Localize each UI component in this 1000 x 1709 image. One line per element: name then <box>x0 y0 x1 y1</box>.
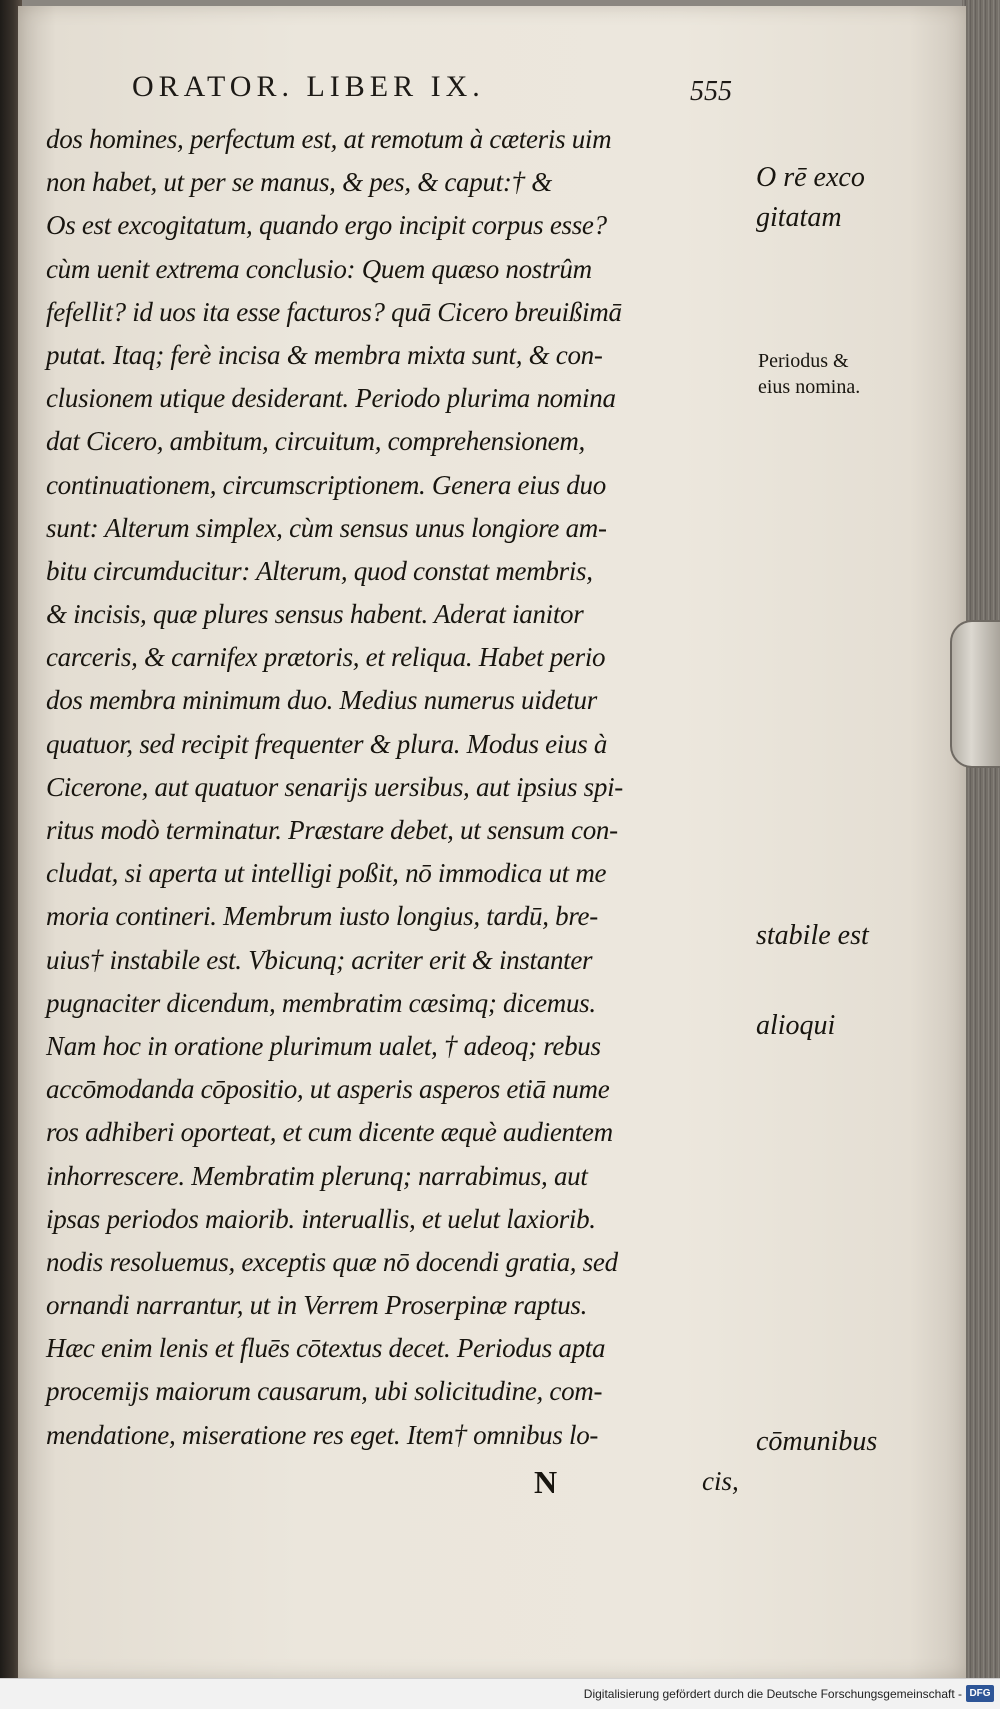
text-line: & incisis, quæ plures sensus habent. Aderat ianitor <box>46 599 584 630</box>
text-line: dos membra minimum duo. Medius numerus uidetur <box>46 685 597 716</box>
dfg-logo-icon: DFG <box>966 1685 994 1702</box>
signature-mark: N <box>534 1464 558 1500</box>
margin-note-line: eius nomina. <box>758 376 861 398</box>
text-line: cùm uenit extrema conclusio: Quem quæso nostrûm <box>46 253 592 284</box>
text-line: sunt: Alterum simplex, cùm sensus unus longiore am- <box>46 512 607 543</box>
text-line: cludat, si aperta ut intelligi poßit, nō immodica ut me <box>46 858 607 889</box>
text-line: putat. Itaq; ferè incisa & membra mixta sunt, & con- <box>46 339 603 370</box>
margin-note-communibus: cōmunibus <box>756 1426 878 1457</box>
text-line: Hæc enim lenis et fluēs cōtextus decet. Periodus apta <box>46 1333 606 1364</box>
text-line: continuationem, circumscriptionem. Genera eius duo <box>46 469 606 500</box>
running-head: ORATOR. LIBER IX. <box>132 70 485 103</box>
digitization-footer <box>0 1678 1000 1709</box>
text-line: Cicerone, aut quatuor senarijs uersibus, aut ipsius spi- <box>46 771 623 802</box>
text-line: nodis resoluemus, exceptis quæ nō docendi gratia, sed <box>46 1246 618 1277</box>
text-line: dat Cicero, ambitum, circuitum, comprehensionem, <box>46 426 586 457</box>
text-line: quatuor, sed recipit frequenter & plura. Modus eius à <box>46 728 608 759</box>
margin-note-line: O rē exco <box>756 162 865 193</box>
text-line: mendatione, miseratione res eget. Item† omnibus lo- <box>46 1419 599 1450</box>
page-stack-edge <box>962 0 1000 1709</box>
book-clasp <box>950 620 1000 768</box>
text-line: uius† instabile est. Vbicunq; acriter erit & instanter <box>46 944 593 975</box>
margin-note-ore-excogitatam <box>756 158 865 238</box>
body-text <box>46 118 746 1457</box>
text-line: fefellit? id uos ita esse facturos? quā Cicero breuißimā <box>46 296 622 327</box>
text-line: clusionem utique desiderant. Periodo plurima nomina <box>46 383 616 414</box>
text-line: ipsas periodos maiorib. interuallis, et uelut laxiorib. <box>46 1203 596 1234</box>
catchword: cis, <box>702 1466 739 1496</box>
text-line: Nam hoc in oratione plurimum ualet, † adeoq; rebus <box>46 1030 601 1061</box>
page-number: 555 <box>690 76 732 107</box>
text-line: dos homines, perfectum est, at remotum à cæteris uim <box>46 124 612 154</box>
margin-note-alioqui: alioqui <box>756 1010 836 1041</box>
dfg-credit-text: Digitalisierung gefördert durch die Deutsche Forschungsgemeinschaft - <box>583 1687 962 1701</box>
text-line: moria contineri. Membrum iusto longius, tardū, bre- <box>46 901 598 932</box>
text-line: non habet, ut per se manus, & pes, & caput:† & <box>46 167 552 198</box>
margin-note-line: Periodus & <box>758 350 849 372</box>
text-line: bitu circumducitur: Alterum, quod constat membris, <box>46 555 593 586</box>
text-line: procemijs maiorum causarum, ubi solicitudine, com- <box>46 1376 603 1407</box>
margin-note-line: gitatam <box>756 202 842 233</box>
text-line: inhorrescere. Membratim plerunq; narrabimus, aut <box>46 1160 588 1191</box>
text-line: accōmodanda cōpositio, ut asperis asperos etiā nume <box>46 1074 610 1105</box>
text-line: ros adhiberi oporteat, et cum dicente æquè audientem <box>46 1117 613 1148</box>
text-line: Os est excogitatum, quando ergo incipit corpus esse? <box>46 210 607 241</box>
text-line: ritus modò terminatur. Præstare debet, ut sensum con- <box>46 815 618 845</box>
book-page <box>18 6 966 1678</box>
text-line: ornandi narrantur, ut in Verrem Proserpinæ raptus. <box>46 1290 588 1321</box>
margin-note-stabile-est: stabile est <box>756 920 869 951</box>
text-line: carceris, & carnifex prætoris, et reliqua. Habet perio <box>46 642 606 673</box>
text-line: pugnaciter dicendum, membratim cæsimq; dicemus. <box>46 987 596 1018</box>
margin-note-periodus <box>758 348 860 400</box>
